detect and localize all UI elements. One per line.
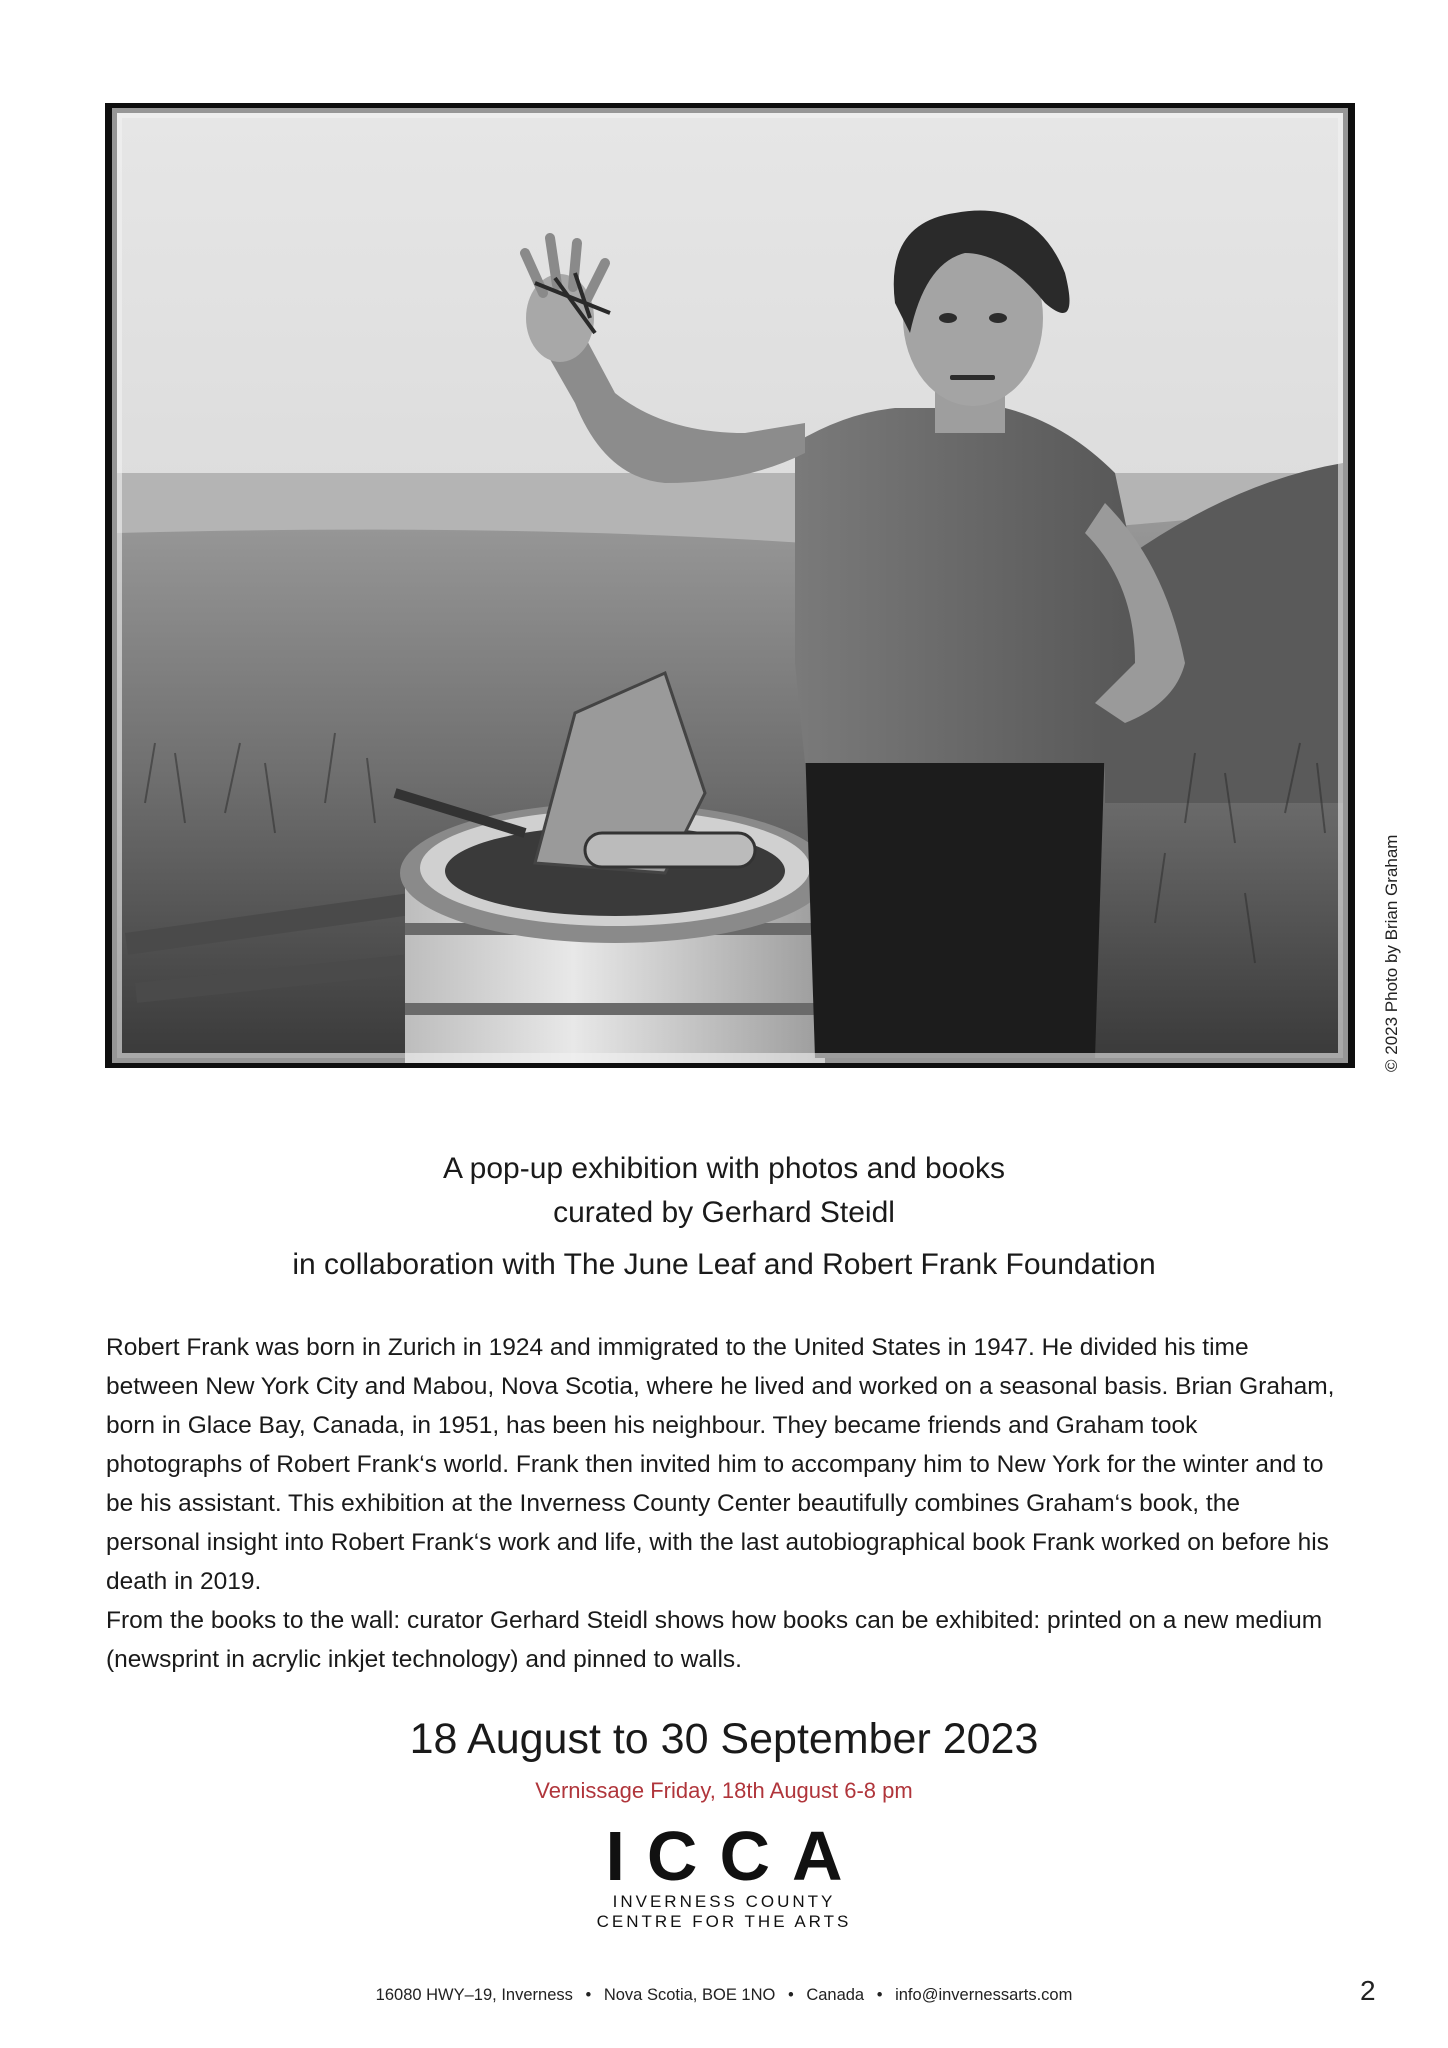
footer-address-2: Nova Scotia, BOE 1NO [603, 1986, 776, 2004]
vernissage-info: Vernissage Friday, 18th August 6-8 pm [535, 1778, 913, 1803]
footer-address-1: 16080 HWY–19, Inverness [375, 1986, 573, 2004]
logo-line-1: INVERNESS COUNTY [612, 1892, 836, 1911]
icca-logo [0, 1817, 1448, 1932]
footer-email[interactable]: info@invernessarts.com [895, 1986, 1073, 2004]
footer-separator: • [876, 1986, 883, 2004]
exhibition-photo [105, 103, 1355, 1068]
footer-country: Canada [806, 1986, 865, 2004]
photo-credit: © 2023 Photo by Brian Graham [1382, 834, 1401, 1072]
description-paragraph-2: From the books to the wall: curator Gerhard Steidl shows how books can be exhibited: printed on a new medium (newsprint in acrylic inkjet technology) and pinned to walls. [106, 1607, 1323, 1673]
page-number: 2 [1360, 1975, 1376, 2006]
footer-separator: • [787, 1986, 794, 2004]
logo-line-2: CENTRE FOR THE ARTS [596, 1912, 852, 1931]
description [106, 1328, 1338, 1679]
logo-mark: ICCA [605, 1817, 865, 1895]
subtitle-line-3: in collaboration with The June Leaf and Robert Frank Foundation [292, 1248, 1156, 1281]
photo-illustration [105, 103, 1355, 1068]
footer-contact [0, 1986, 1448, 2005]
footer-separator: • [585, 1986, 592, 2004]
subtitle-line-1: A pop-up exhibition with photos and books [442, 1152, 1006, 1185]
subtitle-line-2: curated by Gerhard Steidl [553, 1196, 895, 1229]
description-paragraph-1: Robert Frank was born in Zurich in 1924 and immigrated to the United States in 1947. He divided his time between New York City and Mabou, Nova Scotia, where he lived and worked on a seasonal basis. Brian Graham, born in Glace Bay, Canada, in 1951, has been his neighbour. They became friends and Graham took photographs of Robert Frank‘s world. Frank then invited him to accompany him to New York for the winter and to be his assistant. This exhibition at the Inverness County Center beautifully combines Graham‘s book, the personal insight into Robert Frank‘s work and life, with the last autobiographical book Frank worked on before his death in 2019. [106, 1334, 1335, 1595]
exhibition-dates: 18 August to 30 September 2023 [409, 1715, 1039, 1763]
